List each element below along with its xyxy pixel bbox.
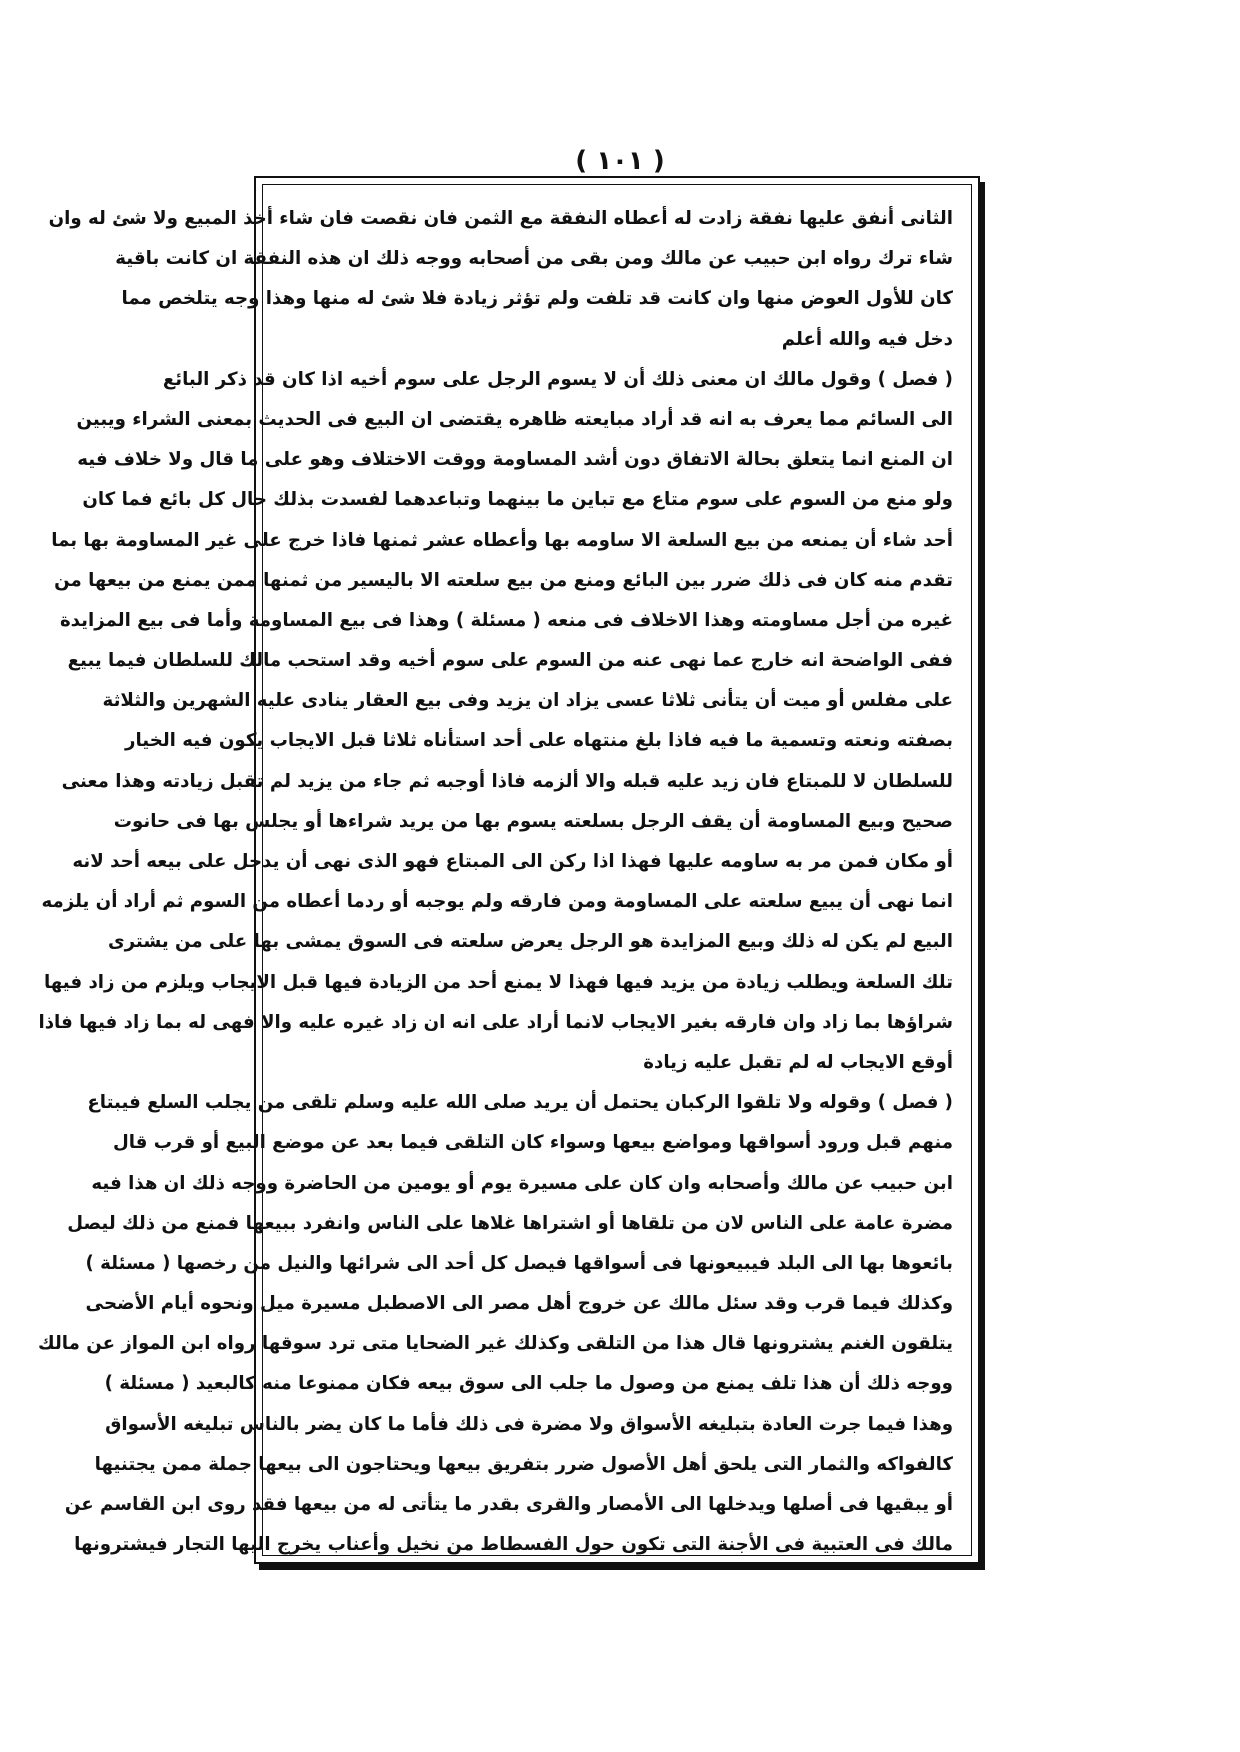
text-line: صحيح وبيع المساومة أن يقف الرجل بسلعته يسوم بها من يريد شراءها أو يجلس بها فى حانوت bbox=[113, 810, 953, 832]
text-line: غيره من أجل مساومته وهذا الاخلاف فى منعه ( مسئلة ) وهذا فى بيع المساومة وأما فى بيع المزايدة bbox=[59, 609, 953, 631]
text-line: شراؤها بما زاد وان فارقه بغير الايجاب لانما أراد على انه ان زاد غيره عليه والا فهى له بما زاد فيها فاذا bbox=[38, 1011, 953, 1033]
text-line: ( فصل ) وقول مالك ان معنى ذلك أن لا يسوم الرجل على سوم أخيه اذا كان قد ذكر البائع bbox=[162, 368, 953, 390]
text-line: ان المنع انما يتعلق بحالة الاتفاق دون أشد المساومة ووقت الاختلاف وهو على ما قال ولا خلاف فيه bbox=[77, 449, 953, 471]
text-line: على مفلس أو ميت أن يتأنى ثلاثا عسى يزاد ان يزيد وفى بيع العقار ينادى عليه الشهرين والثلاثة bbox=[102, 690, 953, 712]
text-line: للسلطان لا للمبتاع فان زيد عليه قبله والا ألزمه فاذا أوجبه ثم جاء من يزيد لم تقبل زيادته وهذا معنى bbox=[61, 770, 953, 792]
text-line: شاء ترك رواه ابن حبيب عن مالك ومن بقى من أصحابه ووجه ذلك ان هذه النفقة ان كانت باقية bbox=[115, 248, 953, 270]
text-line: منهم قبل ورود أسواقها ومواضع بيعها وسواء كان التلقى فيما بعد عن موضع البيع أو قرب قال bbox=[112, 1132, 953, 1154]
page-frame-inner-border bbox=[38, 184, 972, 1556]
text-line: مضرة عامة على الناس لان من تلقاها أو اشتراها غلاها على الناس وانفرد ببيعها فمنع من ذلك ليصل bbox=[67, 1212, 953, 1234]
text-line: وكذلك فيما قرب وقد سئل مالك عن خروج أهل مصر الى الاصطبل مسيرة ميل ونحوه أيام الأضحى bbox=[85, 1293, 953, 1315]
text-line: تلك السلعة ويطلب زيادة من يزيد فيها فهذا لا يمنع أحد من الزيادة فيها قبل الايجاب ويلزم من زاد فيها bbox=[43, 971, 953, 993]
text-line: كالفواكه والثمار التى يلحق أهل الأصول ضرر بتفريق بيعها ويحتاجون الى بيعها جملة ممن يجتنيها bbox=[94, 1453, 953, 1475]
text-line: ( فصل ) وقوله ولا تلقوا الركبان يحتمل أن يريد صلى الله عليه وسلم تلقى من يجلب السلع فيبتاع bbox=[87, 1092, 953, 1114]
text-line: بائعوها بها الى البلد فيبيعونها فى أسواقها فيصل كل أحد الى شرائها والنيل من رخصها ( مسئلة ) bbox=[85, 1252, 953, 1274]
text-line: البيع لم يكن له ذلك وبيع المزايدة هو الرجل يعرض سلعته فى السوق يمشى بها على من يشترى bbox=[107, 931, 953, 953]
text-line: ووجه ذلك أن هذا تلف يمنع من وصول ما جلب الى سوق بيعه فكان ممنوعا منه كالبعيد ( مسئلة ) bbox=[104, 1373, 953, 1395]
text-line: أو يبقيها فى أصلها ويدخلها الى الأمصار والقرى بقدر ما يتأتى له من بيعها فقد روى ابن القاسم عن bbox=[64, 1494, 953, 1515]
text-line: يتلقون الغنم يشترونها قال هذا من التلقى وكذلك غير الضحايا متى ترد سوقها رواه ابن المواز عن مالك bbox=[38, 1333, 953, 1355]
text-line: أو مكان فمن مر به ساومه عليها فهذا اذا ركن الى المبتاع فهو الذى نهى أن يدخل على بيعه أحد لانه bbox=[72, 851, 953, 872]
text-line: أوقع الايجاب له لم تقبل عليه زيادة bbox=[643, 1051, 953, 1073]
text-line: وهذا فيما جرت العادة بتبليغه الأسواق ولا مضرة فى ذلك فأما ما كان يضر بالناس تبليغه الأسواق bbox=[105, 1413, 953, 1435]
text-line: دخل فيه والله أعلم bbox=[781, 328, 953, 350]
text-line: انما نهى أن يبيع سلعته على المساومة ومن فارقه ولم يوجبه أو ردما أعطاه من السوم ثم أراد أن يلزمه bbox=[41, 891, 953, 913]
page-frame bbox=[38, 176, 980, 1564]
text-line: كان للأول العوض منها وان كانت قد تلفت ولم تؤثر زيادة فلا شئ له منها وهذا وجه يتلخص مما bbox=[121, 288, 953, 310]
text-line: الى السائم مما يعرف به انه قد أراد مبايعته ظاهره يقتضى ان البيع فى الحديث بمعنى الشراء ويبين bbox=[76, 408, 953, 430]
text-line: تقدم منه كان فى ذلك ضرر بين البائع ومنع من بيع سلعته الا باليسير من ثمنها ممن يمنع من بيعها من bbox=[54, 569, 953, 591]
page-number: ( ١٠١ ) bbox=[575, 146, 665, 176]
text-line: مالك فى العتبية فى الأجنة التى تكون حول الفسطاط من نخيل وأعناب يخرج اليها التجار فيشترونها bbox=[74, 1534, 953, 1556]
text-line: ابن حبيب عن مالك وأصحابه وان كان على مسيرة يوم أو يومين من الحاضرة ووجه ذلك ان هذا فيه bbox=[91, 1172, 953, 1194]
text-line: ولو منع من السوم على سوم متاع مع تباين ما بينهما وتباعدهما لفسدت بذلك حال كل بائع فما كان bbox=[82, 489, 953, 511]
body-text bbox=[38, 199, 953, 1565]
text-line: أحد شاء أن يمنعه من بيع السلعة الا ساومه بها وأعطاه عشر ثمنها فاذا خرج على غير المساومة بها بما bbox=[51, 529, 953, 551]
text-line: الثانى أنفق عليها نفقة زادت له أعطاه النفقة مع الثمن فان نقصت فان شاء أخذ المبيع ولا شئ له وان bbox=[48, 208, 953, 229]
text-line: ففى الواضحة انه خارج عما نهى عنه من السوم على سوم أخيه وقد استحب مالك للسلطان فيما يبيع bbox=[67, 650, 953, 672]
text-line: بصفته ونعته وتسمية ما فيه فاذا بلغ منتهاه على أحد استأناه ثلاثا قبل الايجاب يكون فيه الخيار bbox=[124, 730, 953, 752]
